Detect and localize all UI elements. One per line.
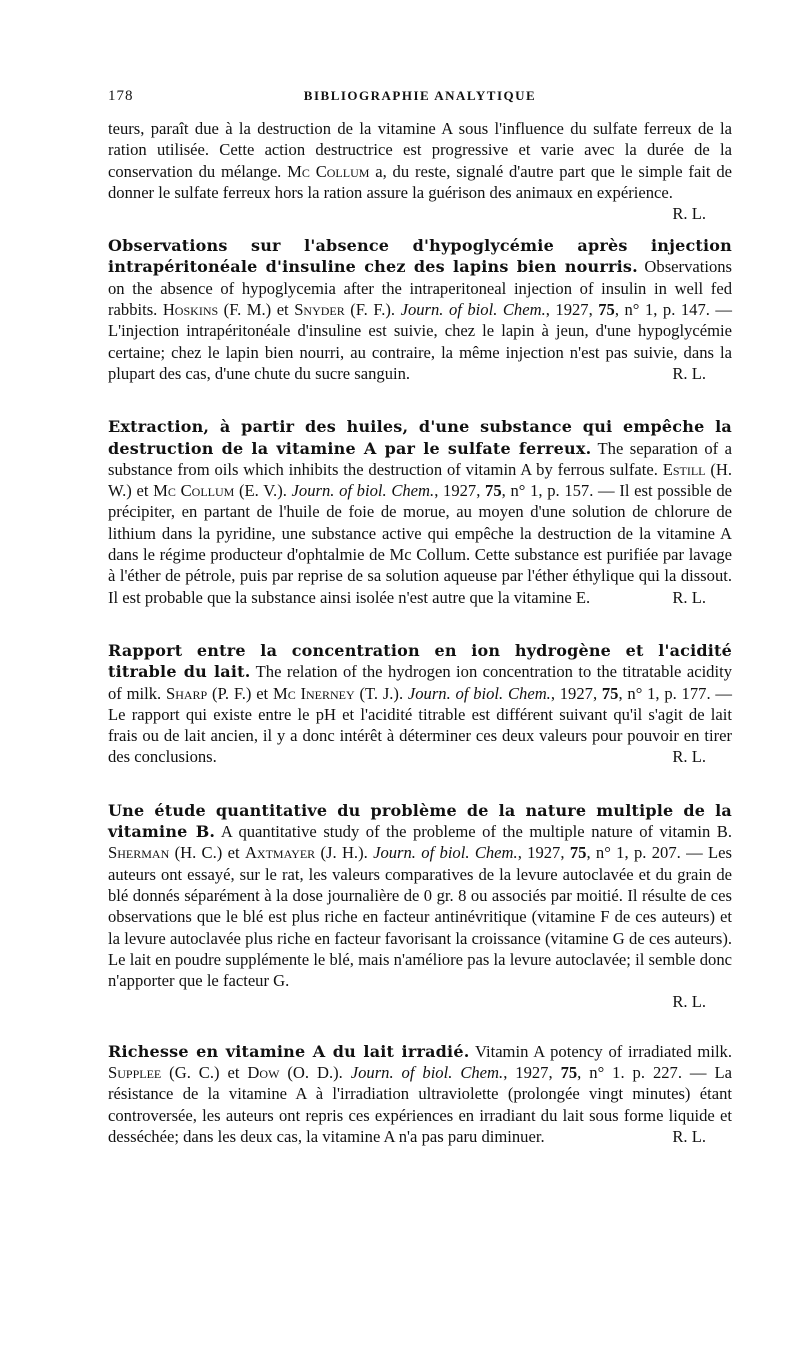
journal-name: Journ. of biol. Chem. xyxy=(350,1062,504,1082)
author-name: Snyder xyxy=(294,300,345,320)
volume: 75 xyxy=(601,683,619,703)
author-initials: (E. V.). xyxy=(234,481,292,501)
article-title: Extraction, à partir des huiles, d'une substance qui empêche la destruction de la vitamine A par le sulfate ferreux. xyxy=(108,417,732,458)
article-entry xyxy=(108,416,732,608)
document-page xyxy=(108,88,732,1147)
author-initials: (H. C.) et xyxy=(169,843,245,863)
author-initials: (G. C.) et xyxy=(161,1062,248,1082)
author-name: Hoskins xyxy=(162,300,219,320)
article-title: Rapport entre la concentration en ion hydrogène et l'acidité titrable du lait. xyxy=(108,640,732,682)
signature: R. L. xyxy=(672,747,706,767)
volume: 75 xyxy=(598,300,615,320)
journal-name: Journ. of biol. Chem. xyxy=(291,481,435,501)
continuation-paragraph xyxy=(108,118,733,224)
article-title: Observations sur l'absence d'hypoglycémie après injection intrapéritonéale d'insuline chez des lapins bien nourris. xyxy=(108,236,732,277)
signature: R. L. xyxy=(672,587,706,607)
english-title: The relation of the hydrogen ion concentration to the titratable acidity of milk. xyxy=(108,662,732,703)
author-initials: (O. D.). xyxy=(279,1062,351,1082)
author-name: Sharp xyxy=(165,683,208,703)
author-initials: (F. M.) et xyxy=(218,300,295,320)
volume: 75 xyxy=(569,843,587,863)
author-initials: (P. F.) et xyxy=(207,683,273,703)
volume: 75 xyxy=(485,481,502,501)
year: , 1927, xyxy=(434,481,486,501)
year: , 1927, xyxy=(545,300,599,320)
citation: , n° 1, p. 207. — xyxy=(586,843,709,863)
article-entry xyxy=(108,235,732,384)
english-title: The separation of a substance from oils which inhibits the destruction of vitamin A by ferrous sulfate. xyxy=(108,438,732,479)
english-title: Observations on the absence of hypoglycemia after the intraperitoneal injection of insulin in well fed rabbits. xyxy=(108,257,732,320)
signature: R. L. xyxy=(672,1126,706,1146)
english-title: Vitamin A potency of irradiated milk. xyxy=(469,1041,732,1061)
signature: R. L. xyxy=(672,204,706,224)
journal-name: Journ. of biol. Chem. xyxy=(407,683,551,703)
article-entry xyxy=(108,1041,732,1147)
author-name: Axtmayer xyxy=(244,843,316,863)
author-initials: (T. J.). xyxy=(354,683,408,703)
author-name: Estill xyxy=(662,459,706,479)
article-body: Le rapport qui existe entre le pH et l'acidité titrable est différent suivant qu'il s'agit de lait frais ou de lait ancien, il y a donc intérêt à déterminer ces deux valeurs pour pouvoir en tirer des conclusions. xyxy=(108,704,732,767)
article-body: Il est possible de précipiter, en partant de l'huile de foie de morue, au moyen d'une solution de chlorure de lithium dans la pyridine, une substance active qui empêche la destruction de la vitamine A dans le régime producteur d'ophtalmie de Mc Collum. Cette substance est purifiée par lavage à l'éther de pétrole, puis par reprise de sa solution aqueuse par l'éther éthylique qui la dissout. Il est probable que la substance ainsi isolée n'est autre que la vitamine E. xyxy=(108,481,732,607)
continuation-text: teurs, paraît due à la destruction de la vitamine A sous l'influence du sulfate ferreux de la ration utilisée. Cette action destructrice est progressive et varie avec la durée de la conservation du mélange. xyxy=(108,119,732,181)
author-name: Sherman xyxy=(108,843,170,863)
author-name: Dow xyxy=(247,1062,280,1082)
year: , 1927, xyxy=(517,843,570,863)
article-entry xyxy=(108,800,732,992)
citation: , n° 1. p. 227. — xyxy=(577,1062,715,1082)
signature: R. L. xyxy=(672,992,706,1012)
journal-name: Journ. of biol. Chem. xyxy=(373,843,518,863)
article-entry xyxy=(108,640,732,768)
author-name: Supplee xyxy=(108,1062,162,1082)
author-initials: (H. W.) et xyxy=(108,459,732,501)
article-body: La résistance de la vitamine A à l'irradiation ultraviolette (prolongée vingt minutes) étant controversée, les auteurs ont repris ces expériences en irradiant du lait sous forme liquide et desséchée; dans les deux cas, la vitamine A n'a pas paru diminuer. xyxy=(108,1062,732,1146)
author-initials: (J. H.). xyxy=(315,843,374,863)
signature: R. L. xyxy=(672,363,706,383)
volume: 75 xyxy=(560,1062,578,1082)
article-body: L'injection intrapéritonéale d'insuline est suivie, chez le lapin à jeun, d'une hypoglycémie certaine; chez le lapin bien nourri, au contraire, la même injection n'est pas suivie, dans la plupart des cas, d'une chute du sucre sanguin. xyxy=(108,321,732,383)
continuation-author: Mc Collum xyxy=(287,161,370,181)
citation: , n° 1, p. 147. — xyxy=(614,300,733,320)
continuation-text-2: a, du reste, signalé d'autre part que le simple fait de donner le sulfate ferreux hors la ration assure la guérison des animaux en expérience. xyxy=(108,161,733,202)
author-name: Mc Inerney xyxy=(272,683,355,703)
page-number: 178 xyxy=(108,88,134,104)
citation: , n° 1, p. 157. — xyxy=(501,481,620,501)
year: , 1927, xyxy=(550,683,602,703)
author-initials: (F. F.). xyxy=(344,300,401,320)
english-title: A quantitative study of the probleme of the multiple nature of vitamin B. xyxy=(215,822,732,842)
journal-name: Journ. of biol. Chem. xyxy=(400,300,546,320)
article-body: Les auteurs ont essayé, sur le rat, les valeurs comparatives de la levure autoclavée et du grain de blé donnés séparément à la dose journalière de 0 gr. 8 ou associés par moitié. Il résulte de ces observations que le blé est plus riche en facteur antinévritique (vitamine F de ces auteurs) et la levure autoclavée plus riche en facteur favorisant la croissance (vitamine G de ces auteurs). Le lait en poudre supplémente le blé, mais n'améliore pas la levure autoclavée; il semble donc n'apporter que le facteur G. xyxy=(108,843,732,991)
author-name: Mc Collum xyxy=(153,481,235,501)
citation: , n° 1, p. 177. — xyxy=(618,683,732,703)
year: , 1927, xyxy=(503,1062,561,1082)
article-title: Une étude quantitative du problème de la nature multiple de la vitamine B. xyxy=(108,800,732,842)
page-header xyxy=(108,88,732,112)
article-title: Richesse en vitamine A du lait irradié. xyxy=(108,1041,470,1061)
running-title: BIBLIOGRAPHIE ANALYTIQUE xyxy=(303,88,537,103)
